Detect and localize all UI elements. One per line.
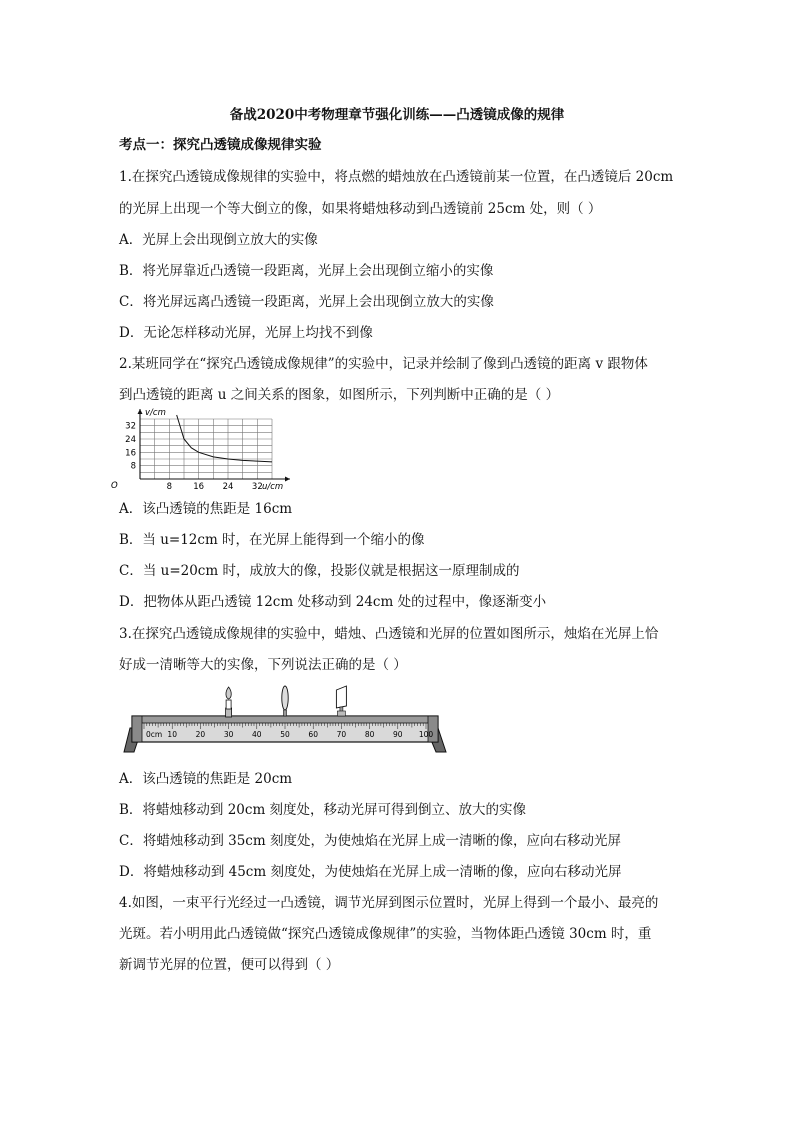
q3-stem-line-1: 3.在探究凸透镜成像规律的实验中，蜡烛、凸透镜和光屏的位置如图所示，烛焰在光屏上恰 bbox=[119, 626, 659, 642]
q1-option-a: A．光屏上会出现倒立放大的实像 bbox=[119, 232, 318, 248]
graph-y-label: v/cm bbox=[145, 408, 166, 418]
bench-scale-label: 90 bbox=[393, 730, 403, 739]
q3-option-c: C．将蜡烛移动到 35cm 刻度处，为使烛焰在光屏上成一清晰的像，应向右移动光屏 bbox=[119, 833, 621, 849]
graph-axes bbox=[138, 409, 291, 482]
convex-lens bbox=[282, 686, 288, 716]
q1-option-b: B．将光屏靠近凸透镜一段距离，光屏上会出现倒立缩小的实像 bbox=[119, 263, 494, 279]
graph-x-label: u/cm bbox=[262, 482, 284, 492]
q1-stem-line-1: 1.在探究凸透镜成像规律的实验中，将点燃的蜡烛放在凸透镜前某一位置，在凸透镜后 20cm bbox=[119, 169, 674, 185]
q2-option-a: A．该凸透镜的焦距是 16cm bbox=[119, 501, 293, 517]
bench-left-cap bbox=[132, 716, 142, 742]
section-heading: 考点一：探究凸透镜成像规律实验 bbox=[119, 137, 322, 153]
graph-x-tick-label: 24 bbox=[222, 482, 234, 492]
bench-scale-label: 40 bbox=[252, 730, 262, 739]
v-u-graph bbox=[112, 407, 302, 495]
light-screen bbox=[336, 686, 346, 716]
candle bbox=[226, 687, 232, 717]
q4-stem-line-3: 新调节光屏的位置，便可以得到（ ） bbox=[119, 957, 340, 973]
q1-stem-line-2: 的光屏上出现一个等大倒立的像，如果将蜡烛移动到凸透镜前 25cm 处，则（ ） bbox=[119, 201, 602, 217]
bench-scale-label: 0cm bbox=[146, 730, 163, 739]
graph-grid bbox=[140, 419, 272, 479]
graph-y-tick-label: 16 bbox=[125, 448, 136, 459]
q4-stem-line-1: 4.如图，一束平行光经过一凸透镜，调节光屏到图示位置时，光屏上得到一个最小、最亮的 bbox=[119, 895, 659, 911]
document-title: 备战2020中考物理章节强化训练——凸透镜成像的规律 bbox=[229, 107, 565, 123]
bench-scale-label: 10 bbox=[167, 730, 177, 739]
q4-stem-line-2: 光斑。若小明用此凸透镜做“探究凸透镜成像规律”的实验，当物体距凸透镜 30cm 时，重 bbox=[119, 926, 652, 942]
q3-option-d: D．将蜡烛移动到 45cm 刻度处，为使烛焰在光屏上成一清晰的像，应向右移动光屏 bbox=[119, 864, 622, 880]
graph-x-tick-label: 8 bbox=[166, 482, 173, 492]
bench-scale-label: 60 bbox=[308, 730, 318, 739]
bench-scale-label: 80 bbox=[364, 730, 375, 739]
q2-stem-line-1: 2.某班同学在“探究凸透镜成像规律”的实验中，记录并绘制了像到凸透镜的距离 v 跟物体 bbox=[119, 356, 648, 372]
bench-rail-top bbox=[132, 716, 438, 723]
bench-scale-label: 100 bbox=[418, 730, 434, 739]
q2-option-c: C．当 u=20cm 时，成放大的像，投影仪就是根据这一原理制成的 bbox=[119, 563, 520, 579]
q2-option-b: B．当 u=12cm 时，在光屏上能得到一个缩小的像 bbox=[119, 532, 425, 548]
graph-x-tick-label: 16 bbox=[193, 482, 205, 492]
graph-x-tick-label: 32 bbox=[251, 482, 263, 492]
q1-option-c: C．将光屏远离凸透镜一段距离，光屏上会出现倒立放大的实像 bbox=[119, 294, 494, 310]
graph-y-tick-label: 8 bbox=[130, 461, 136, 472]
graph-curve bbox=[177, 415, 272, 462]
bench-scale-label: 30 bbox=[223, 730, 234, 739]
optical-bench-figure bbox=[120, 678, 450, 758]
q3-option-b: B．将蜡烛移动到 20cm 刻度处，移动光屏可得到倒立、放大的实像 bbox=[119, 802, 527, 818]
q2-stem-line-2: 到凸透镜的距离 u 之间关系的图象，如图所示，下列判断中正确的是（ ） bbox=[119, 387, 560, 403]
graph-y-arrow bbox=[138, 409, 143, 414]
candle-flame bbox=[226, 687, 231, 699]
graph-x-arrow bbox=[285, 477, 290, 482]
bench-scale-label: 70 bbox=[336, 730, 347, 739]
q1-option-d: D．无论怎样移动光屏，光屏上均找不到像 bbox=[119, 325, 373, 341]
q3-option-a: A．该凸透镜的焦距是 20cm bbox=[119, 771, 293, 787]
q3-stem-line-2: 好成一清晰等大的实像，下列说法正确的是（ ） bbox=[119, 657, 407, 673]
graph-origin: O bbox=[111, 481, 118, 491]
graph-y-tick-label: 24 bbox=[125, 435, 136, 445]
graph-y-tick-label: 32 bbox=[125, 421, 136, 432]
bench-scale-label: 50 bbox=[280, 730, 290, 739]
q2-option-d: D．把物体从距凸透镜 12cm 处移动到 24cm 处的过程中，像逐渐变小 bbox=[119, 594, 547, 610]
bench-scale-label: 20 bbox=[195, 730, 206, 739]
